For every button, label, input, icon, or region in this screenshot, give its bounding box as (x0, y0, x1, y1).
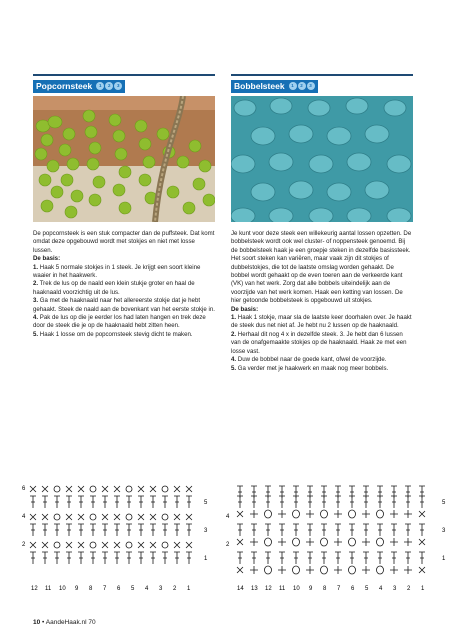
popcorn-stitch-photo (33, 96, 215, 222)
row-label: 3 (442, 528, 446, 534)
column-number: 10 (293, 586, 300, 592)
row-label: 4 (226, 514, 230, 520)
column-number: 14 (237, 586, 244, 592)
step-text: Trek de lus op de naald een klein stukje groter en haal de haaknaald voorzichtig uit de lus. (33, 280, 195, 296)
column-number: 3 (159, 586, 163, 592)
column-number: 12 (31, 586, 38, 592)
step-item (231, 331, 413, 356)
step-number: 5. (231, 364, 237, 372)
step-number: 2. (33, 280, 39, 288)
step-number: 1. (33, 263, 39, 271)
step-number: 1. (231, 314, 237, 322)
column-number: 6 (117, 586, 121, 592)
column-number: 6 (351, 586, 355, 592)
column-number: 8 (89, 586, 93, 592)
step-text: Ga met de haaknaald naar het allereerste stokje dat je hebt gehaakt. Steek de naald aan de bovenkant van het eerste stokje in. (33, 297, 215, 313)
step-text: Haak 5 normale stokjes in 1 steek. Je krijgt een soort kleine waaier in het haakwerk. (33, 263, 201, 280)
column-number: 2 (173, 586, 177, 592)
difficulty-badge-icon: 3 (307, 82, 315, 90)
column-numbers (31, 586, 191, 592)
step-number: 4. (231, 356, 237, 364)
column-number: 11 (279, 586, 286, 592)
step-text: Herhaal dit nog 4 x in dezelfde steek. 3. Je hebt dan 6 lussen van de onafgemaakte stokjes op de haaknaald. Haak ze met een losse vast. (231, 330, 407, 355)
step-item (33, 314, 215, 331)
footer-bullet: • (42, 619, 45, 626)
magazine-source: AandeHaak.nl 70 (45, 619, 96, 626)
column-number: 4 (379, 586, 383, 592)
column-number: 12 (265, 586, 272, 592)
step-number: 4. (33, 314, 39, 322)
step-number: 3. (33, 297, 39, 305)
column-number: 5 (365, 586, 369, 592)
intro-paragraph: De popcornsteek is een stuk compacter dan de puffsteek. Dat komt omdat deze opgebouwd wordt met stokjes en niet met losse lussen. (33, 230, 215, 254)
basis-heading: De basis: (231, 305, 259, 313)
difficulty-badge-icon: 1 (96, 82, 104, 90)
bobble-stitch-photo (231, 96, 413, 222)
section-title-chip (231, 80, 318, 93)
step-number: 2. (231, 330, 237, 338)
column-number: 8 (323, 586, 327, 592)
difficulty-badge-icon: 2 (105, 82, 113, 90)
difficulty-badge-icon: 2 (298, 82, 306, 90)
column-number: 4 (145, 586, 149, 592)
page-number: 10 (33, 619, 41, 626)
column-number: 1 (421, 586, 425, 592)
section-title-chip (33, 80, 125, 93)
popcorn-stitch-chart (22, 478, 222, 601)
step-item (33, 264, 215, 281)
column-number: 11 (45, 586, 52, 592)
row-label: 1 (204, 556, 208, 562)
row-label: 4 (22, 514, 26, 520)
column-number: 7 (337, 586, 341, 592)
difficulty-badge-icon: 1 (289, 82, 297, 90)
column-number: 13 (251, 586, 258, 592)
popcornsteek-section (33, 74, 215, 339)
step-item (231, 365, 413, 373)
column-number: 10 (59, 586, 66, 592)
step-text: Haak 1 losse om de popcornsteek stevig dicht te maken. (39, 330, 193, 338)
difficulty-badge-icon: 3 (114, 82, 122, 90)
section-body (33, 230, 215, 339)
step-item (33, 297, 215, 314)
row-label: 3 (204, 528, 208, 534)
row-label: 5 (204, 500, 208, 506)
row-label: 2 (22, 542, 26, 548)
column-number: 9 (309, 586, 313, 592)
section-rule (33, 74, 215, 76)
step-item (231, 314, 413, 331)
row-label: 6 (22, 486, 26, 492)
column-number: 7 (103, 586, 107, 592)
basis-heading: De basis: (33, 255, 61, 263)
column-number: 2 (407, 586, 411, 592)
step-number: 5. (33, 330, 39, 338)
step-item (33, 280, 215, 297)
difficulty-badges (96, 82, 122, 90)
row-label: 5 (442, 500, 446, 506)
bobbelsteek-section (231, 74, 413, 373)
step-item (33, 331, 215, 339)
step-text: Ga verder met je haakwerk en maak nog meer bobbels. (237, 364, 389, 372)
section-header (33, 79, 215, 93)
column-number: 1 (187, 586, 191, 592)
section-header (231, 79, 413, 93)
difficulty-badges (289, 82, 315, 90)
section-rule (231, 74, 413, 76)
section-title: Bobbelsteek (234, 80, 285, 91)
page-footer (33, 619, 96, 626)
section-body (231, 230, 413, 373)
column-number: 3 (393, 586, 397, 592)
step-text: Duw de bobbel naar de goede kant, ofwel de voorzijde. (237, 356, 387, 364)
section-title: Popcornsteek (36, 80, 93, 91)
step-text: Pak de lus op die je eerder los had laten hangen en trek deze door de steek die je op de haaknaald hebt zitten heen. (33, 314, 206, 330)
column-numbers (237, 586, 425, 592)
column-number: 9 (75, 586, 79, 592)
row-label: 2 (226, 542, 230, 548)
column-number: 5 (131, 586, 135, 592)
bobble-stitch-chart (226, 478, 450, 601)
row-label: 1 (442, 556, 446, 562)
intro-paragraph: Je kunt voor deze steek een willekeurig aantal lossen opzetten. De bobbelsteek wordt ook wel cluster- of noppensteek genoemd. Bij de bobbelsteek haak je een groepje steken in dezelfde basissteek. Het soort steken kan variëren, maar vaak zijn dit stokjes of dubbelstokjes, die tot de laatste omslag worden gehaakt. De bobbel wordt gehaakt op de even toeren aan de verkeerde kant (VK) van het werk. Zorg dat alle bobbels uiteindelijk aan de voorzijde van het werk komen. Haak een ketting van lossen. De hier getoonde bobbelsteek is opgebouwd uit stokjes. (231, 230, 412, 305)
step-text: Haak 1 stokje, maar sla de laatste keer doorhalen over. Je haakt de steek dus net niet af. Je hebt nu 2 lussen op de haaknaald. (231, 314, 412, 330)
step-item (231, 356, 413, 364)
